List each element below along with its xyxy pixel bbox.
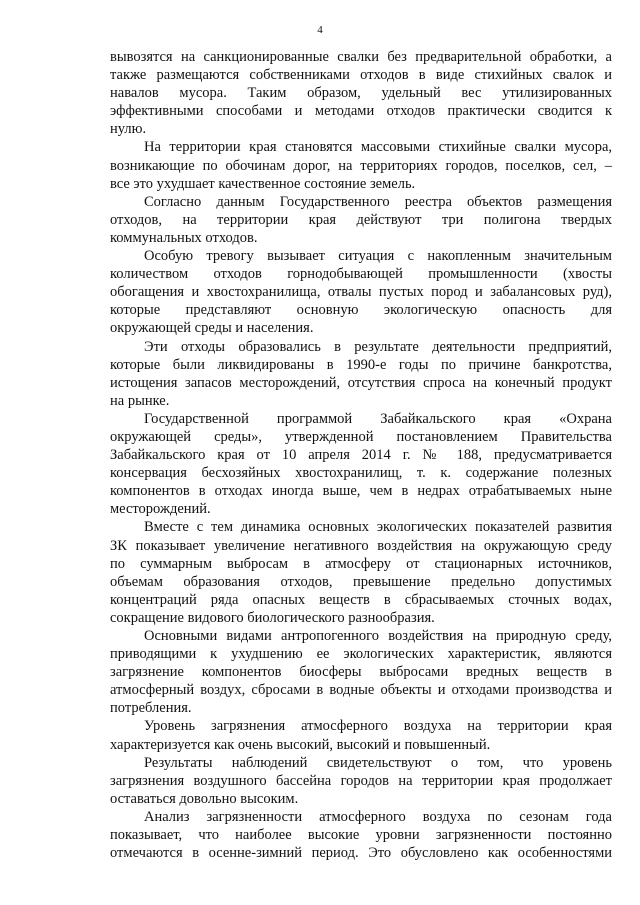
paragraph-line: На территории края становятся массовыми стихийные свалки мусора, xyxy=(144,139,612,156)
paragraph xyxy=(110,138,612,192)
paragraph-line: которые были ликвидированы в 1990-е годы по причине банкротства, xyxy=(110,356,612,373)
paragraph xyxy=(110,338,612,410)
paragraph-line: показывает, что наиболее высокие уровни загрязненности постоянно xyxy=(110,827,612,844)
paragraph-line: Забайкальского края от 10 апреля 2014 г. № 188, предусматривается xyxy=(110,447,612,464)
paragraph-line: потребления. xyxy=(110,700,192,717)
paragraph-line: окружающей среды», утвержденной постановлением Правительства xyxy=(110,428,612,445)
paragraph xyxy=(110,518,612,627)
paragraph-line: сокращение видового биологического разнообразия. xyxy=(110,609,435,626)
paragraph-line: атмосферный воздух, сбросами в водные объекты и отходами производства и xyxy=(110,682,612,699)
paragraph-line: оставаться довольно высоким. xyxy=(110,790,299,807)
paragraph xyxy=(110,627,612,717)
paragraph xyxy=(110,808,612,862)
paragraph-line: консервация бесхозяйных хвостохранилищ, т. к. содержание полезных xyxy=(110,465,612,482)
paragraph-line: окружающей среды и населения. xyxy=(110,320,314,337)
paragraph-line: приводящими к ухудшению ее экологических характеристик, являются xyxy=(110,646,612,663)
paragraph-line: коммунальных отходов. xyxy=(110,229,258,246)
paragraph-line: Согласно данным Государственного реестра объектов размещения xyxy=(144,193,612,210)
paragraph-line: компонентов в отходах иногда выше, чем в недрах отрабатываемых ныне xyxy=(110,483,612,500)
page-number: 4 xyxy=(317,24,323,36)
paragraph-line: навалов мусора. Таким образом, удельный вес утилизированных xyxy=(110,85,612,102)
paragraph-line: загрязнения воздушного бассейна городов на территории края продолжает xyxy=(110,772,612,789)
paragraph xyxy=(110,717,612,753)
paragraph-line: объемам образования отходов, превышение предельно допустимых xyxy=(110,573,612,590)
paragraph xyxy=(110,754,612,808)
paragraph-line: вывозятся на санкционированные свалки без предварительной обработки, а xyxy=(110,49,612,65)
paragraph xyxy=(110,48,612,138)
paragraph xyxy=(110,247,612,337)
paragraph-line: также размещаются собственниками отходов в виде стихийных свалок и xyxy=(110,67,612,84)
paragraph-line: загрязнение компонентов биосферы выбросами вредных веществ в xyxy=(110,664,612,681)
paragraph-line: отходов, на территории края действуют три полигона твердых xyxy=(110,211,612,228)
paragraph-line: нулю. xyxy=(110,121,147,138)
document-body xyxy=(110,48,612,862)
paragraph-line: ЗК показывает увеличение негативного воздействия на окружающую среду xyxy=(110,537,612,554)
paragraph-line: Особую тревогу вызывает ситуация с накопленным значительным xyxy=(144,248,612,265)
paragraph-line: концентраций ряда опасных веществ в сбрасываемых сточных водах, xyxy=(110,591,612,608)
paragraph-line: Основными видами антропогенного воздействия на природную среду, xyxy=(144,628,612,644)
paragraph-line: возникающие по обочинам дорог, на территориях городов, поселков, сел, – xyxy=(110,157,612,174)
paragraph-line: месторождений. xyxy=(110,501,211,518)
paragraph-line: Эти отходы образовались в результате деятельности предприятий, xyxy=(144,338,612,355)
paragraph-line: на рынке. xyxy=(110,392,170,409)
paragraph-line: характеризуется как очень высокий, высокий и повышенный. xyxy=(110,736,491,753)
paragraph-line: которые представляют основную экологическую опасность для xyxy=(110,302,612,319)
paragraph-line: количеством отходов горнодобывающей промышленности (хвосты xyxy=(110,266,612,283)
paragraph-line: Результаты наблюдений свидетельствуют о том, что уровень xyxy=(144,754,612,771)
paragraph xyxy=(110,193,612,247)
paragraph-line: все это ухудшает качественное состояние земель. xyxy=(110,175,416,192)
paragraph-line: Государственной программой Забайкальского края «Охрана xyxy=(144,410,612,427)
paragraph-line: истощения запасов месторождений, отсутствия спроса на конечный продукт xyxy=(110,374,612,391)
paragraph-line: Анализ загрязненности атмосферного воздуха по сезонам года xyxy=(144,808,612,825)
paragraph-line: Вместе с тем динамика основных экологических показателей развития xyxy=(144,519,612,536)
paragraph-line: Уровень загрязнения атмосферного воздуха на территории края xyxy=(144,718,612,735)
paragraph-line: отмечаются в осенне-зимний период. Это обусловлено как особенностями xyxy=(110,845,612,862)
paragraph-line: по суммарным выбросам в атмосферу от стационарных источников, xyxy=(110,555,612,572)
paragraph-line: обогащения и хвостохранилища, отвалы пустых пород и забалансовых руд), xyxy=(110,284,612,301)
paragraph xyxy=(110,410,612,519)
paragraph-line: эффективными способами и методами отходов практически сводится к xyxy=(110,103,612,120)
